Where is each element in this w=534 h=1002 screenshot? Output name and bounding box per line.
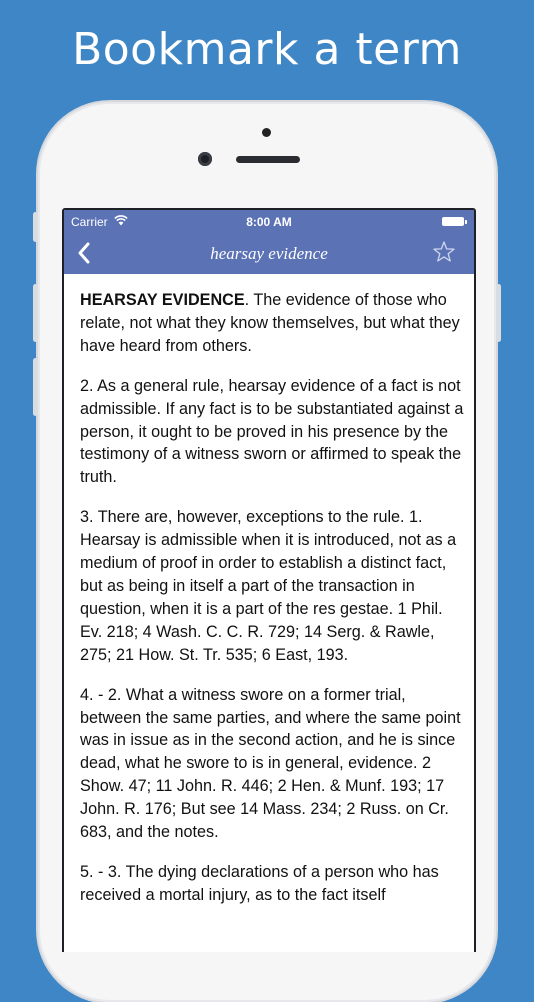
front-camera-icon [198,152,212,166]
mute-switch [33,212,38,242]
carrier-label: Carrier [71,215,108,229]
star-outline-icon[interactable] [432,240,456,264]
earpiece-speaker [236,156,300,163]
page-title: hearsay evidence [210,244,328,263]
volume-up-button [33,284,38,342]
definition-paragraph: 4. - 2. What a witness swore on a former trial, between the same parties, and where the same point was in issue as in the second action, and he is since dead, what he swore to is in general, evidence. 2 Show. 47; 11 John. R. 446; 2 Hen. & Munf. 193; 17 John. R. 176; But see 14 Mass. 234; 2 Russ. on Cr. 683, and the notes. [80,685,461,842]
proximity-sensor [262,128,271,137]
navigation-bar [64,210,474,274]
definition-paragraph: 5. - 3. The dying declarations of a person who has received a mortal injury, as to the fact itself [80,862,439,904]
status-bar [64,214,474,230]
clock: 8:00 AM [246,215,292,229]
battery-icon [442,217,464,226]
definition-paragraph: 2. As a general rule, hearsay evidence of a fact is not admissible. If any fact is to be substantiated against a person, it ought to be proved in his presence by the testimony of a witness sworn or affirmed to speak the truth. [80,376,464,487]
definition-paragraph: 3. There are, however, exceptions to the rule. 1. Hearsay is admissible when it is introduced, not as a medium of proof in order to establish a distinct fact, but as being in itself a part of the transaction in question, when it is a part of the res gestae. 1 Phil. Ev. 218; 4 Wash. C. C. R. 729; 14 Serg. & Rawle, 275; 21 How. St. Tr. 535; 6 East, 193. [80,508,457,664]
power-button [496,284,501,342]
app-screen [62,208,476,952]
definition-text [80,289,464,924]
chevron-left-icon[interactable] [76,242,92,264]
volume-down-button [33,358,38,416]
term-heading: HEARSAY EVIDENCE [80,291,245,309]
promo-headline: Bookmark a term [72,24,462,75]
term-definition: . The evidence of those who relate, not what they know themselves, but what they have heard from others. [80,291,460,355]
definition-paragraph [80,289,464,358]
